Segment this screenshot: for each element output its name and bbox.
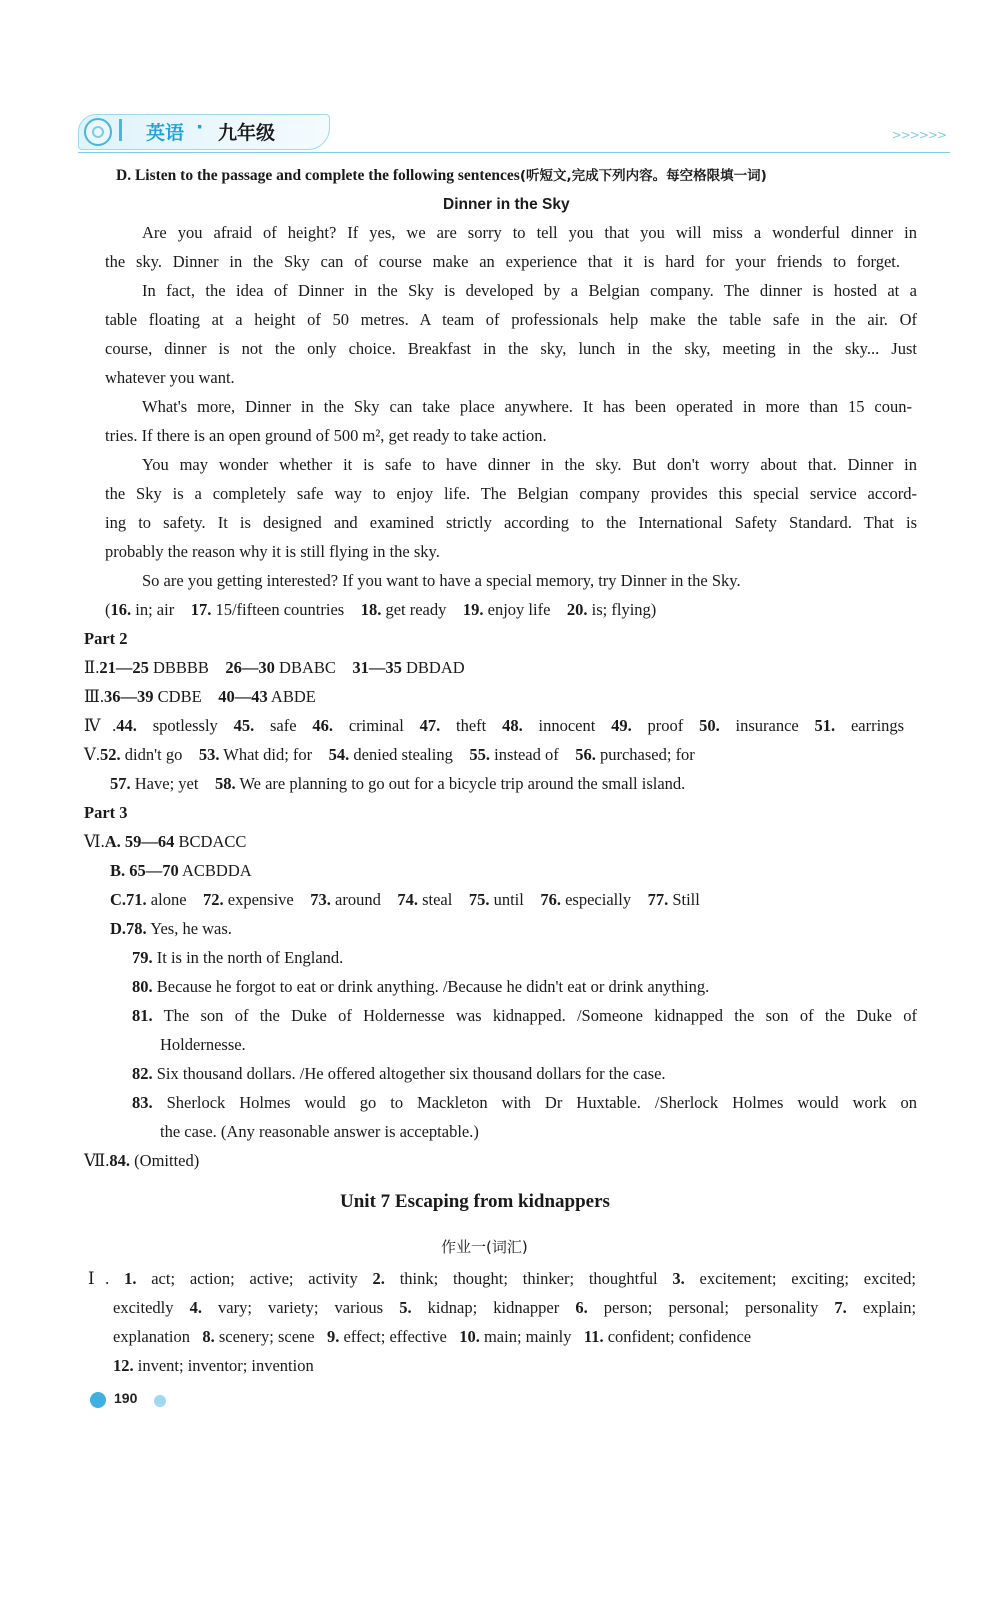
header-subject: 英语 — [146, 122, 185, 144]
answer-line-83-cont: the case. (Any reasonable answer is acceptable.) — [160, 1122, 479, 1141]
page-dot-icon — [154, 1395, 166, 1407]
answer-row-6a: Ⅵ.A. 59—64 BCDACC — [84, 832, 247, 851]
passage-line: So are you getting interested? If you want to have a special memory, try Dinner in the Sky. — [142, 571, 741, 590]
vocab-line: excitedly 4. vary; variety; various 5. kidnap; kidnapper 6. person; personal; personality 7. explain; — [113, 1298, 917, 1317]
circle-logo-icon — [84, 118, 112, 146]
passage-line: the sky. Dinner in the Sky can of course make an experience that it is hard for your friends to forget. — [105, 252, 900, 271]
passage-line: whatever you want. — [105, 368, 235, 387]
passage-line: ing to safety. It is designed and examined strictly according to the International Safety Standard. That is — [105, 513, 917, 532]
answer-row-2: Ⅱ.21—25 DBBBB 26—30 DBABC 31—35 DBDAD — [84, 658, 465, 677]
part-heading: Part 3 — [84, 803, 128, 822]
passage-line: Are you afraid of height? If yes, we are sorry to tell you that you will miss a wonderful dinner in — [142, 223, 917, 242]
answer-row-4: Ⅳ.44. spotlessly 45. safe 46. criminal 47. theft 48. innocent 49. proof 50. insurance 51. earrings — [84, 716, 905, 735]
answer-line-81: 81. The son of the Duke of Holdernesse was kidnapped. /Someone kidnapped the son of the Duke of — [132, 1006, 917, 1025]
chevron-right-icon: >>>>>> — [891, 128, 946, 142]
passage-line: the Sky is a completely safe way to enjoy life. The Belgian company provides this special service accord- — [105, 484, 917, 503]
vocab-line: Ⅰ. 1. act; action; active; activity 2. think; thought; thinker; thoughtful 3. excitement; exciting; excited; — [88, 1269, 917, 1288]
answer-line-82: 82. Six thousand dollars. /He offered altogether six thousand dollars for the case. — [132, 1064, 666, 1083]
part-heading: Part 2 — [84, 629, 128, 648]
answers-16-20: (16. in; air 17. 15/fifteen countries 18. get ready 19. enjoy life 20. is; flying) — [105, 600, 657, 619]
answer-row-6d: D.78. Yes, he was. — [110, 919, 232, 938]
answer-row-3: Ⅲ.36—39 CDBE 40—43 ABDE — [84, 687, 316, 706]
passage-line: table floating at a height of 50 metres. A team of professionals help make the table safe in the air. Of — [105, 310, 917, 329]
passage-line: What's more, Dinner in the Sky can take place anywhere. It has been operated in more than 15 coun- — [142, 397, 912, 416]
answer-line-79: 79. It is in the north of England. — [132, 948, 344, 967]
vocab-line: 12. invent; inventor; invention — [113, 1356, 314, 1375]
answer-row-6b: B. 65—70 ACBDDA — [110, 861, 252, 880]
passage-line: course, dinner is not the only choice. Breakfast in the sky, lunch in the sky, meeting in the sky... Just — [105, 339, 917, 358]
answer-row-6c: C.71. alone 72. expensive 73. around 74. steal 75. until 76. especially 77. Still — [110, 890, 700, 909]
header-tab — [78, 114, 330, 150]
header-separator: · — [196, 116, 204, 138]
passage-line: You may wonder whether it is safe to have dinner in the sky. But don't worry about that. Dinner in — [142, 455, 917, 474]
vocab-line: explanation 8. scenery; scene 9. effect; effective 10. main; mainly 11. confident; confidence — [113, 1327, 752, 1346]
answer-row-5a: Ⅴ.52. didn't go 53. What did; for 54. denied stealing 55. instead of 56. purchased; for — [84, 745, 695, 764]
page-number: 190 — [90, 1388, 180, 1410]
section-d-instruction: D. Listen to the passage and complete the following sentences(听短文,完成下列内容。每空格限填一词) — [116, 167, 767, 184]
answer-line-83: 83. Sherlock Holmes would go to Mackleton with Dr Huxtable. /Sherlock Holmes would work on — [132, 1093, 918, 1112]
answer-line-80: 80. Because he forgot to eat or drink anything. /Because he didn't eat or drink anything. — [132, 977, 710, 996]
passage-line: In fact, the idea of Dinner in the Sky is developed by a Belgian company. The dinner is hosted at a — [142, 281, 917, 300]
header-grade: 九年级 — [218, 122, 276, 144]
passage-line: probably the reason why it is still flying in the sky. — [105, 542, 440, 561]
page-header — [78, 112, 950, 154]
homework-title: 作业一(词汇) — [441, 1238, 528, 1256]
answer-row-5b: 57. Have; yet 58. We are planning to go out for a bicycle trip around the small island. — [110, 774, 686, 793]
passage-line: tries. If there is an open ground of 500 m², get ready to take action. — [105, 426, 547, 445]
passage-title: Dinner in the Sky — [443, 196, 570, 213]
answer-row-7: Ⅶ.84. (Omitted) — [84, 1151, 200, 1170]
answer-line-81-cont: Holdernesse. — [160, 1035, 246, 1054]
unit-title: Unit 7 Escaping from kidnappers — [340, 1191, 610, 1212]
header-rule — [78, 152, 950, 153]
page-dot-icon — [90, 1392, 106, 1408]
header-divider — [119, 119, 122, 141]
